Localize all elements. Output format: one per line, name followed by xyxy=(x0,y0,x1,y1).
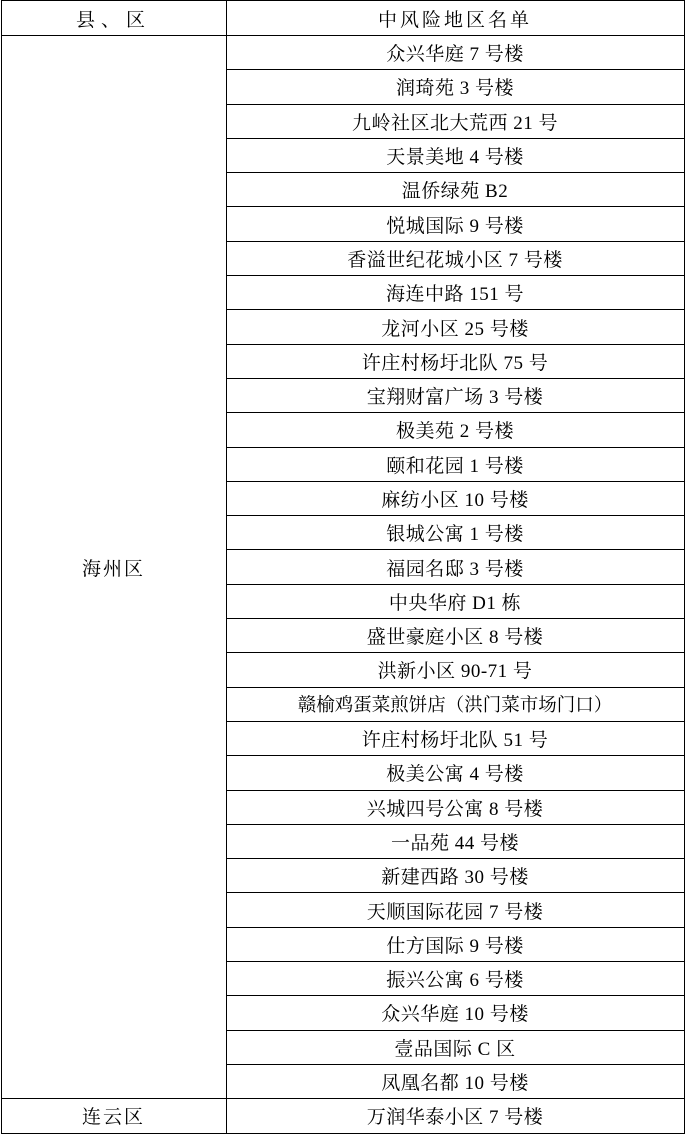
area-cell: 香溢世纪花城小区 7 号楼 xyxy=(226,241,684,275)
area-cell: 龙河小区 25 号楼 xyxy=(226,310,684,344)
area-cell: 天顺国际花园 7 号楼 xyxy=(226,893,684,927)
area-cell: 众兴华庭 10 号楼 xyxy=(226,996,684,1030)
table-row xyxy=(1,1099,684,1133)
area-cell: 一品苑 44 号楼 xyxy=(226,824,684,858)
table-row xyxy=(1,36,684,70)
area-cell: 悦城国际 9 号楼 xyxy=(226,207,684,241)
area-cell: 新建西路 30 号楼 xyxy=(226,859,684,893)
area-cell: 赣榆鸡蛋菜煎饼店（洪门菜市场门口） xyxy=(226,687,684,721)
column-header-district: 县、区 xyxy=(1,1,226,36)
area-cell: 极美苑 2 号楼 xyxy=(226,413,684,447)
area-cell: 天景美地 4 号楼 xyxy=(226,138,684,172)
area-cell: 万润华泰小区 7 号楼 xyxy=(226,1099,684,1133)
area-cell: 众兴华庭 7 号楼 xyxy=(226,36,684,70)
area-cell: 极美公寓 4 号楼 xyxy=(226,756,684,790)
area-cell: 海连中路 151 号 xyxy=(226,276,684,310)
area-cell: 福园名邸 3 号楼 xyxy=(226,550,684,584)
area-cell: 盛世豪庭小区 8 号楼 xyxy=(226,619,684,653)
area-cell: 温侨绿苑 B2 xyxy=(226,173,684,207)
area-cell: 兴城四号公寓 8 号楼 xyxy=(226,790,684,824)
area-cell: 麻纺小区 10 号楼 xyxy=(226,481,684,515)
area-cell: 宝翔财富广场 3 号楼 xyxy=(226,378,684,412)
area-cell: 振兴公寓 6 号楼 xyxy=(226,962,684,996)
area-cell: 九岭社区北大荒西 21 号 xyxy=(226,104,684,138)
district-cell: 连云区 xyxy=(1,1099,226,1133)
area-cell: 银城公寓 1 号楼 xyxy=(226,516,684,550)
area-cell: 仕方国际 9 号楼 xyxy=(226,927,684,961)
table-body xyxy=(1,36,684,1134)
area-cell: 中央华府 D1 栋 xyxy=(226,584,684,618)
area-cell: 颐和花园 1 号楼 xyxy=(226,447,684,481)
table-header-row xyxy=(1,1,684,36)
table-header xyxy=(1,1,684,36)
area-cell: 许庄村杨圩北队 75 号 xyxy=(226,344,684,378)
area-cell: 壹品国际 C 区 xyxy=(226,1030,684,1064)
column-header-areas: 中风险地区名单 xyxy=(226,1,684,36)
risk-area-table xyxy=(1,0,685,1134)
district-cell: 海州区 xyxy=(1,36,226,1099)
area-cell: 凤凰名都 10 号楼 xyxy=(226,1064,684,1098)
area-cell: 许庄村杨圩北队 51 号 xyxy=(226,721,684,755)
area-cell: 洪新小区 90-71 号 xyxy=(226,653,684,687)
area-cell: 润琦苑 3 号楼 xyxy=(226,70,684,104)
